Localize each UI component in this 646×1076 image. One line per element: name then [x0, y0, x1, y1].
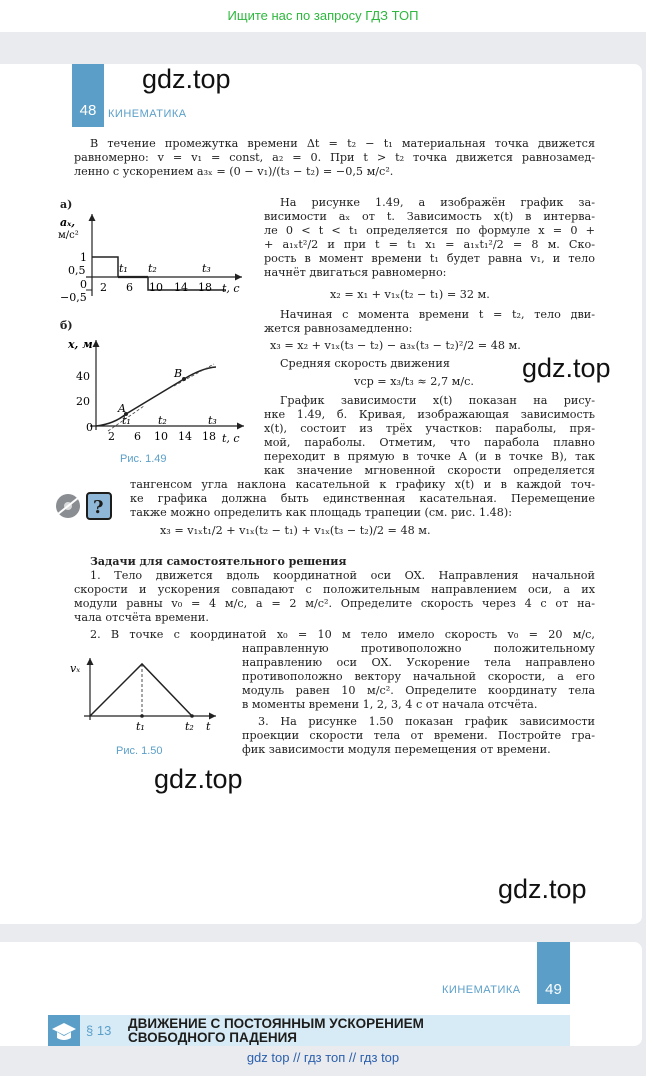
task-line: в моменты времени 1, 2, 3, 4 с от начала отсчёта.: [242, 698, 538, 711]
y-axis-label: aₓ,: [60, 216, 76, 229]
mark-label: B: [174, 367, 183, 380]
task-line: фик зависимости модуля перемещения от времени.: [242, 743, 551, 756]
body-line: переходит в прямую в точке A (и в точке B), так: [264, 450, 595, 463]
x-tick: 10: [149, 281, 163, 294]
x-tick: 18: [202, 430, 216, 443]
point-label: t₂: [158, 414, 167, 427]
paragraph-title-line: ДВИЖЕНИЕ С ПОСТОЯННЫМ УСКОРЕНИЕМ: [128, 1016, 424, 1031]
intro-line: ленно с ускорением a₃ₓ = (0 − v₁)/(t₃ − t₂) = −0,5 м/с².: [74, 165, 394, 178]
task-line: проекции скорости тела от времени. Постройте гра-: [242, 729, 595, 742]
body-line: мой, параболы. Отметим, что парабола плавно: [264, 436, 595, 449]
body-line: ке графика должна быть единственная касательная. Перемещение: [130, 492, 595, 505]
point-label: t₃: [208, 414, 217, 427]
running-head: КИНЕМАТИКА: [442, 984, 521, 996]
figure-caption: Рис. 1.49: [120, 453, 167, 465]
running-head: КИНЕМАТИКА: [108, 108, 187, 120]
task-line: скорости и ускорения совпадают с положительным направлением оси, а их: [74, 583, 595, 596]
task-line: модули равны v₀ = 4 м/с, a = 2 м/с². Определите скорость через 4 с от на-: [74, 597, 595, 610]
body-line: висимости aₓ от t. Зависимость x(t) в интерва-: [264, 210, 595, 223]
point-label: t₂: [185, 720, 194, 733]
paragraph-number: § 13: [86, 1023, 112, 1038]
body-line: тангенсом угла наклона касательной к графику x(t) и в каждой точ-: [130, 478, 595, 491]
task-line: 1. Тело движется вдоль координатной оси OX. Направления начальной: [90, 569, 595, 582]
y-axis-label: vₓ: [70, 662, 81, 675]
body-line: + a₁ₓt²/2 и при t = t₁ x₁ = a₁ₓt₁²/2 = 8 м. Ско-: [264, 238, 595, 251]
equation: x₃ = v₁ₓt₁/2 + v₁ₓ(t₂ − t₁) + v₁ₓ(t₃ − t₂)/2 = 48 м.: [160, 524, 431, 537]
segment-accel: [92, 257, 118, 277]
task-line: направленную противоположно положительному: [242, 642, 595, 655]
mark-label: A: [118, 402, 126, 415]
x-tick: 18: [198, 281, 212, 294]
fig-b-label: б): [60, 319, 73, 332]
paragraph-title: [128, 1017, 424, 1045]
point-b: [182, 377, 186, 381]
page-number: 49: [545, 981, 562, 998]
textbook-page-49: [0, 942, 642, 1046]
body-line: На рисунке 1.49, а изображён график за-: [280, 196, 595, 209]
body-line: Начиная с момента времени t = t₂, тело дви-: [280, 308, 595, 321]
x-axis-label: t, с: [222, 432, 240, 444]
x-tick: 2: [100, 281, 107, 294]
equation: vср = x₃/t₃ ≈ 2,7 м/с.: [354, 375, 474, 388]
body-line: График зависимости x(t) показан на рису-: [280, 394, 595, 407]
margin-icons: [54, 490, 114, 522]
figure-1-49-b: [56, 334, 250, 444]
fig-a-label: а): [60, 198, 73, 211]
body-line: как значение мгновенной скорости определяется: [264, 464, 595, 477]
task-line: 3. На рисунке 1.50 показан график зависимости: [258, 715, 595, 728]
body-line: ле 0 < t < t₁ определяется по формуле x = 0 +: [264, 224, 595, 237]
y-tick: 0,5: [68, 264, 86, 277]
x-tick: 6: [126, 281, 133, 294]
x-tick: 14: [174, 281, 188, 294]
textbook-page-48: [0, 64, 642, 924]
graduation-cap-icon: [48, 1015, 80, 1046]
y-tick: 0: [80, 278, 87, 291]
body-line: также можно определить как площадь трапеции (см. рис. 1.48):: [130, 506, 513, 519]
x-tick: 14: [178, 430, 192, 443]
task-line: противоположно вектору начальной скорости, а его: [242, 670, 595, 683]
velocity-line: [90, 664, 192, 716]
x-tick: 10: [154, 430, 168, 443]
equation: x₂ = x₁ + v₁ₓ(t₂ − t₁) = 32 м.: [330, 288, 490, 301]
watermark: gdz.top: [154, 764, 243, 794]
figure-1-50: [64, 654, 224, 734]
body-line: нке 1.49, б. Кривая, изображающая зависимость: [264, 408, 595, 421]
watermark: gdz.top: [522, 353, 611, 383]
point-label: t₁: [119, 262, 128, 275]
watermark: gdz.top: [142, 64, 231, 94]
tasks-heading: Задачи для самостоятельного решения: [90, 555, 347, 568]
body-line: рость в момент времени t₁ будет равна v₁, и тело: [264, 252, 595, 265]
body-line: x(t), состоит из трёх участков: параболы, пря-: [264, 422, 595, 435]
y-tick: 40: [76, 370, 90, 383]
y-axis-label: x, м: [68, 338, 93, 351]
paragraph-icon-box: [48, 1015, 80, 1046]
body-line: начнёт двигаться равномерно:: [264, 266, 447, 279]
page-number-tab: [72, 64, 104, 127]
point-label: t₃: [202, 262, 211, 275]
banner-link[interactable]: Ищите нас по запросу ГДЗ ТОП: [227, 8, 419, 23]
point-label: t₁: [122, 414, 131, 427]
x-tick: 6: [134, 430, 141, 443]
footer-links[interactable]: gdz top // гдз топ // гдз top: [246, 1050, 400, 1065]
task-line: 2. В точке с координатой x₀ = 10 м тело имело скорость v₀ = 20 м/с,: [90, 628, 595, 641]
figure-1-49-a: [56, 204, 250, 304]
intro-line: равномерно: v = v₁ = const, a₂ = 0. При t > t₂ точка движется равнозамед-: [74, 151, 595, 164]
x-tick: 2: [108, 430, 115, 443]
task-line: направлению оси OX. Ускорение тела направлено: [242, 656, 595, 669]
top-banner: [0, 0, 646, 32]
y-axis-unit: м/с²: [58, 230, 79, 241]
y-tick: −0,5: [60, 291, 87, 304]
x-axis-label: t: [206, 720, 211, 733]
body-line: Средняя скорость движения: [280, 357, 450, 370]
svg-text:?: ?: [93, 497, 104, 518]
y-tick: 0: [86, 421, 93, 434]
intro-line: В течение промежутка времени Δt = t₂ − t₁ материальная точка движется: [90, 137, 595, 150]
task-line: чала отсчёта времени.: [74, 611, 209, 624]
figure-caption: Рис. 1.50: [116, 745, 163, 757]
task-line: модуль равен 10 м/с². Определите координату тела: [242, 684, 595, 697]
watermark: gdz.top: [498, 874, 587, 904]
position-curve: [96, 367, 216, 426]
page-number: 48: [79, 102, 97, 119]
body-line: жется равнозамедленно:: [264, 322, 413, 335]
page-number-tab: [537, 942, 570, 1004]
y-tick: 1: [80, 251, 87, 264]
y-tick: 20: [76, 395, 90, 408]
point-label: t₁: [136, 720, 145, 733]
equation: x₃ = x₂ + v₁ₓ(t₃ − t₂) − a₃ₓ(t₃ − t₂)²/2 = 48 м.: [270, 339, 521, 352]
x-axis-label: t, с: [222, 282, 240, 295]
paragraph-title-line: СВОБОДНОГО ПАДЕНИЯ: [128, 1030, 298, 1045]
point-label: t₂: [148, 262, 157, 275]
